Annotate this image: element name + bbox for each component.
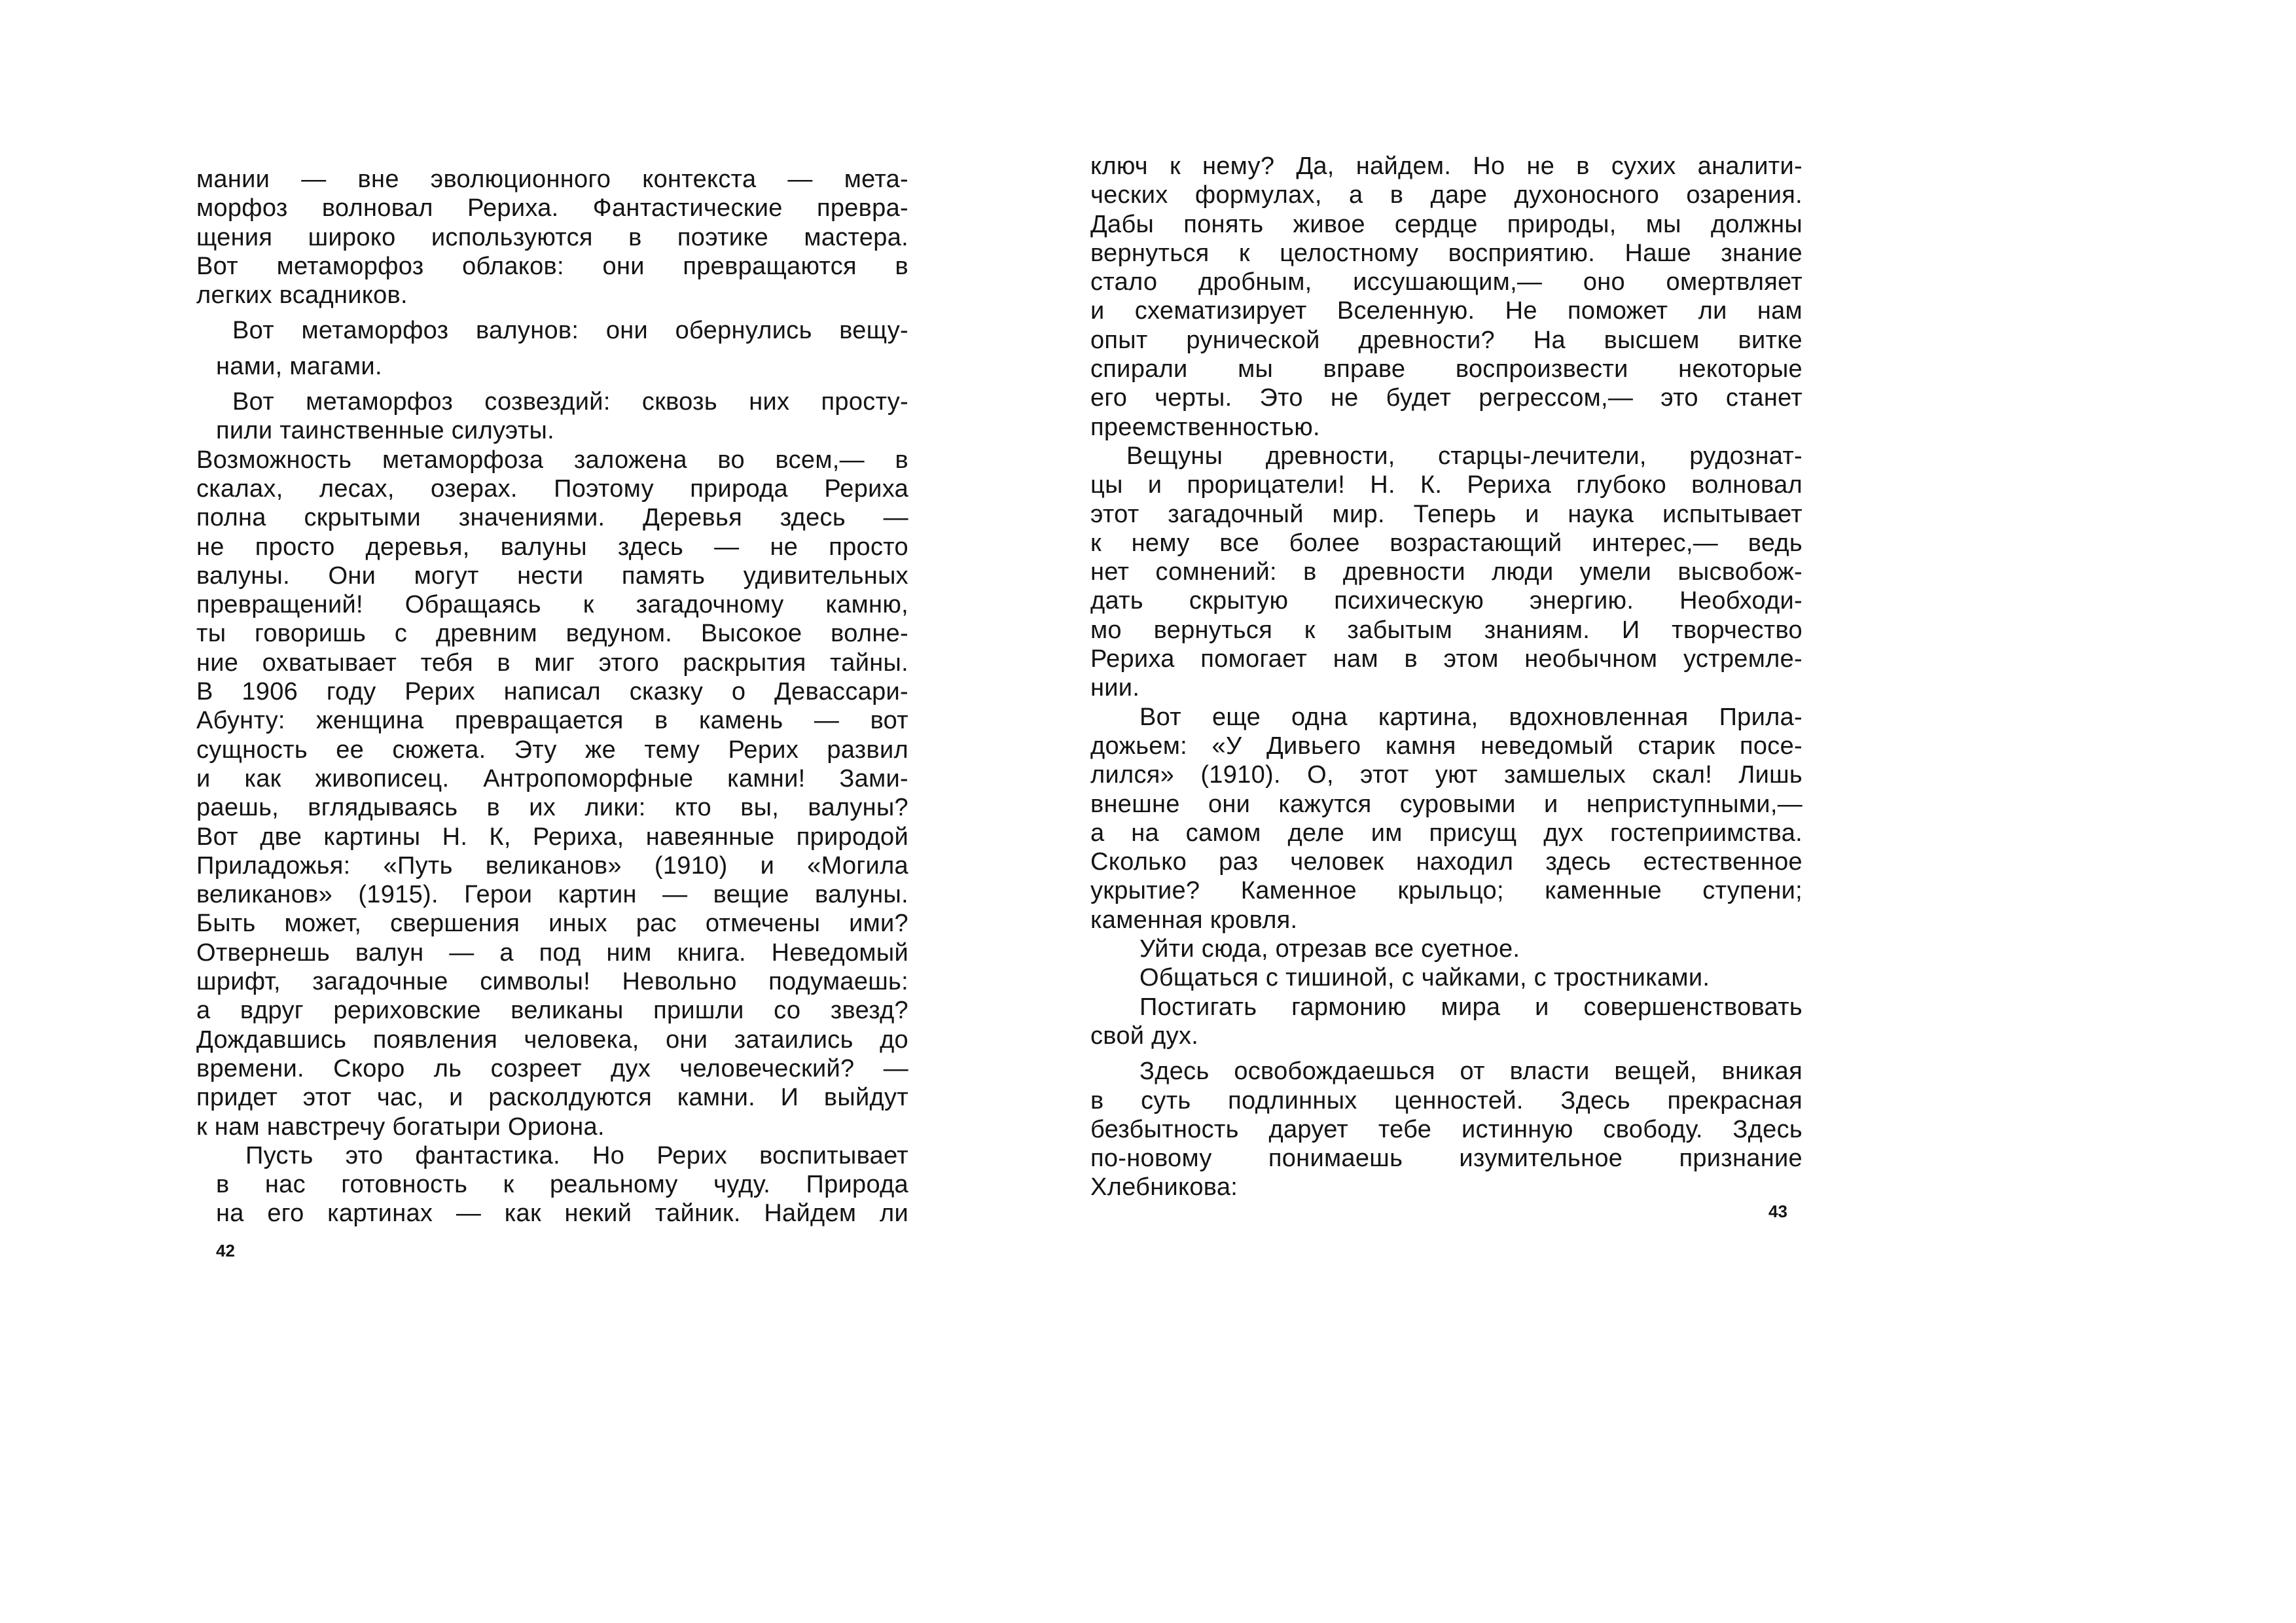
- text-line: Возможность метаморфоза заложена во всем,— в: [196, 446, 908, 474]
- text-line: вернуться к целостному восприятию. Наше знание: [1090, 239, 1803, 267]
- text-line: нами, магами.: [216, 352, 382, 380]
- text-line: нет сомнений: в древности люди умели высвобож-: [1090, 558, 1803, 586]
- text-line: а на самом деле им присущ дух гостеприимства.: [1090, 819, 1803, 847]
- text-line: Общаться с тишиной, с чайками, с тростниками.: [1139, 964, 1710, 992]
- text-line: безбытность дарует тебе истинную свободу. Здесь: [1090, 1115, 1803, 1143]
- text-line: Приладожья: «Путь великанов» (1910) и «Могила: [196, 851, 908, 880]
- text-line: скалах, лесах, озерах. Поэтому природа Рериха: [196, 474, 908, 503]
- text-line: Быть может, свершения иных рас отмечены ими?: [196, 910, 908, 938]
- page-number: 43: [1768, 1202, 1787, 1221]
- left-page-text: [196, 165, 908, 1228]
- text-line: свой дух.: [1090, 1022, 1199, 1050]
- text-line: к нему все более возрастающий интерес,— ведь: [1090, 529, 1803, 557]
- text-line: в нас готовность к реальному чуду. Природа: [216, 1171, 908, 1199]
- text-line: полна скрытыми значениями. Деревья здесь —: [196, 504, 908, 532]
- text-line: ческих формулах, а в даре духоносного озарения.: [1090, 181, 1803, 209]
- text-line: внешне они кажутся суровыми и неприступными,—: [1090, 790, 1803, 818]
- text-line: ключ к нему? Да, найдем. Но не в сухих аналити-: [1090, 152, 1803, 180]
- text-line: каменная кровля.: [1090, 906, 1298, 934]
- text-line: к нам навстречу богатыри Ориона.: [196, 1113, 605, 1141]
- left-page: [196, 165, 908, 1228]
- text-line: валуны. Они могут нести память удивительных: [196, 562, 908, 590]
- text-line: Сколько раз человек находил здесь естественное: [1090, 848, 1803, 876]
- text-line: укрытие? Каменное крыльцо; каменные ступени;: [1090, 877, 1803, 905]
- text-line: и как живописец. Антропоморфные камни! Зами-: [196, 764, 908, 793]
- text-line: нии.: [1090, 674, 1140, 702]
- text-line: Дабы понять живое сердце природы, мы должны: [1090, 210, 1803, 238]
- text-line: Отвернешь валун — а под ним книга. Неведомый: [196, 938, 908, 967]
- text-line: Вот метаморфоз валунов: они обернулись вещу-: [232, 317, 908, 345]
- text-line: Уйти сюда, отрезав все суетное.: [1139, 935, 1520, 963]
- text-line: опыт рунической древности? На высшем витке: [1090, 326, 1803, 354]
- text-line: преемственностью.: [1090, 413, 1320, 441]
- text-line: шрифт, загадочные символы! Невольно подумаешь:: [196, 968, 908, 996]
- text-line: Вот две картины Н. К, Рериха, навеянные природой: [196, 823, 908, 851]
- text-line: стало дробным, иссушающим,— оно омертвляет: [1090, 268, 1803, 296]
- text-line: Вот еще одна картина, вдохновленная Прила-: [1139, 703, 1803, 731]
- text-line: мо вернуться к забытым знаниям. И творчество: [1090, 616, 1803, 644]
- text-line: легких всадников.: [196, 281, 408, 310]
- text-line: сущность ее сюжета. Эту же тему Рерих развил: [196, 736, 908, 764]
- text-line: пили таинственные силуэты.: [216, 417, 554, 445]
- text-line: Вещуны древности, старцы-лечители, рудознат-: [1126, 442, 1803, 470]
- text-line: Постигать гармонию мира и совершенствовать: [1139, 993, 1803, 1021]
- text-line: щения широко используются в поэтике мастера.: [196, 223, 908, 251]
- text-line: Пусть это фантастика. Но Рерих воспитывает: [245, 1141, 908, 1169]
- page-number: 42: [216, 1241, 235, 1260]
- text-line: В 1906 году Рерих написал сказку о Девассари-: [196, 678, 908, 706]
- text-line: ние охватывает тебя в миг этого раскрытия тайны.: [196, 649, 908, 677]
- text-line: лился» (1910). О, этот уют замшелых скал! Лишь: [1090, 761, 1803, 789]
- text-line: времени. Скоро ль созреет дух человеческий? —: [196, 1054, 908, 1082]
- text-line: Вот метаморфоз облаков: они превращаются в: [196, 252, 908, 280]
- text-line: цы и прорицатели! Н. К. Рериха глубоко волновал: [1090, 471, 1803, 499]
- text-line: на его картинах — как некий тайник. Найдем ли: [216, 1200, 908, 1228]
- right-page-text: [1090, 152, 1803, 1202]
- text-line: дать скрытую психическую энергию. Необходи-: [1090, 587, 1803, 615]
- text-line: спирали мы вправе воспроизвести некоторые: [1090, 355, 1803, 383]
- right-page: [1090, 152, 1803, 1202]
- text-line: в суть подлинных ценностей. Здесь прекрасная: [1090, 1086, 1803, 1115]
- text-line: по-новому понимаешь изумительное признание: [1090, 1145, 1803, 1173]
- text-line: этот загадочный мир. Теперь и наука испытывает: [1090, 500, 1803, 528]
- text-line: Вот метаморфоз созвездий: сквозь них просту-: [232, 388, 908, 416]
- text-line: превращений! Обращаясь к загадочному камню,: [196, 591, 908, 619]
- text-line: ты говоришь с древним ведуном. Высокое волне-: [196, 620, 908, 648]
- text-line: раешь, вглядываясь в их лики: кто вы, валуны?: [196, 794, 908, 822]
- text-line: Абунту: женщина превращается в камень — вот: [196, 707, 908, 735]
- text-line: придет этот час, и расколдуются камни. И выйдут: [196, 1084, 908, 1112]
- text-line: Хлебникова:: [1090, 1173, 1238, 1202]
- text-line: морфоз волновал Рериха. Фантастические превра-: [196, 194, 908, 223]
- text-line: и схематизирует Вселенную. Не поможет ли нам: [1090, 297, 1803, 325]
- text-line: Дождавшись появления человека, они затаились до: [196, 1026, 908, 1054]
- text-line: дожьем: «У Дивьего камня неведомый старик посе-: [1090, 732, 1803, 760]
- text-line: Здесь освобождаешься от власти вещей, вникая: [1139, 1058, 1803, 1086]
- text-line: не просто деревья, валуны здесь — не просто: [196, 533, 908, 561]
- text-line: Рериха помогает нам в этом необычном устремле-: [1090, 645, 1803, 673]
- text-line: его черты. Это не будет регрессом,— это станет: [1090, 384, 1803, 412]
- text-line: а вдруг рериховские великаны пришли со звезд?: [196, 997, 908, 1025]
- text-line: мании — вне эволюционного контекста — мета-: [196, 166, 908, 193]
- text-line: великанов» (1915). Герои картин — вещие валуны.: [196, 881, 908, 909]
